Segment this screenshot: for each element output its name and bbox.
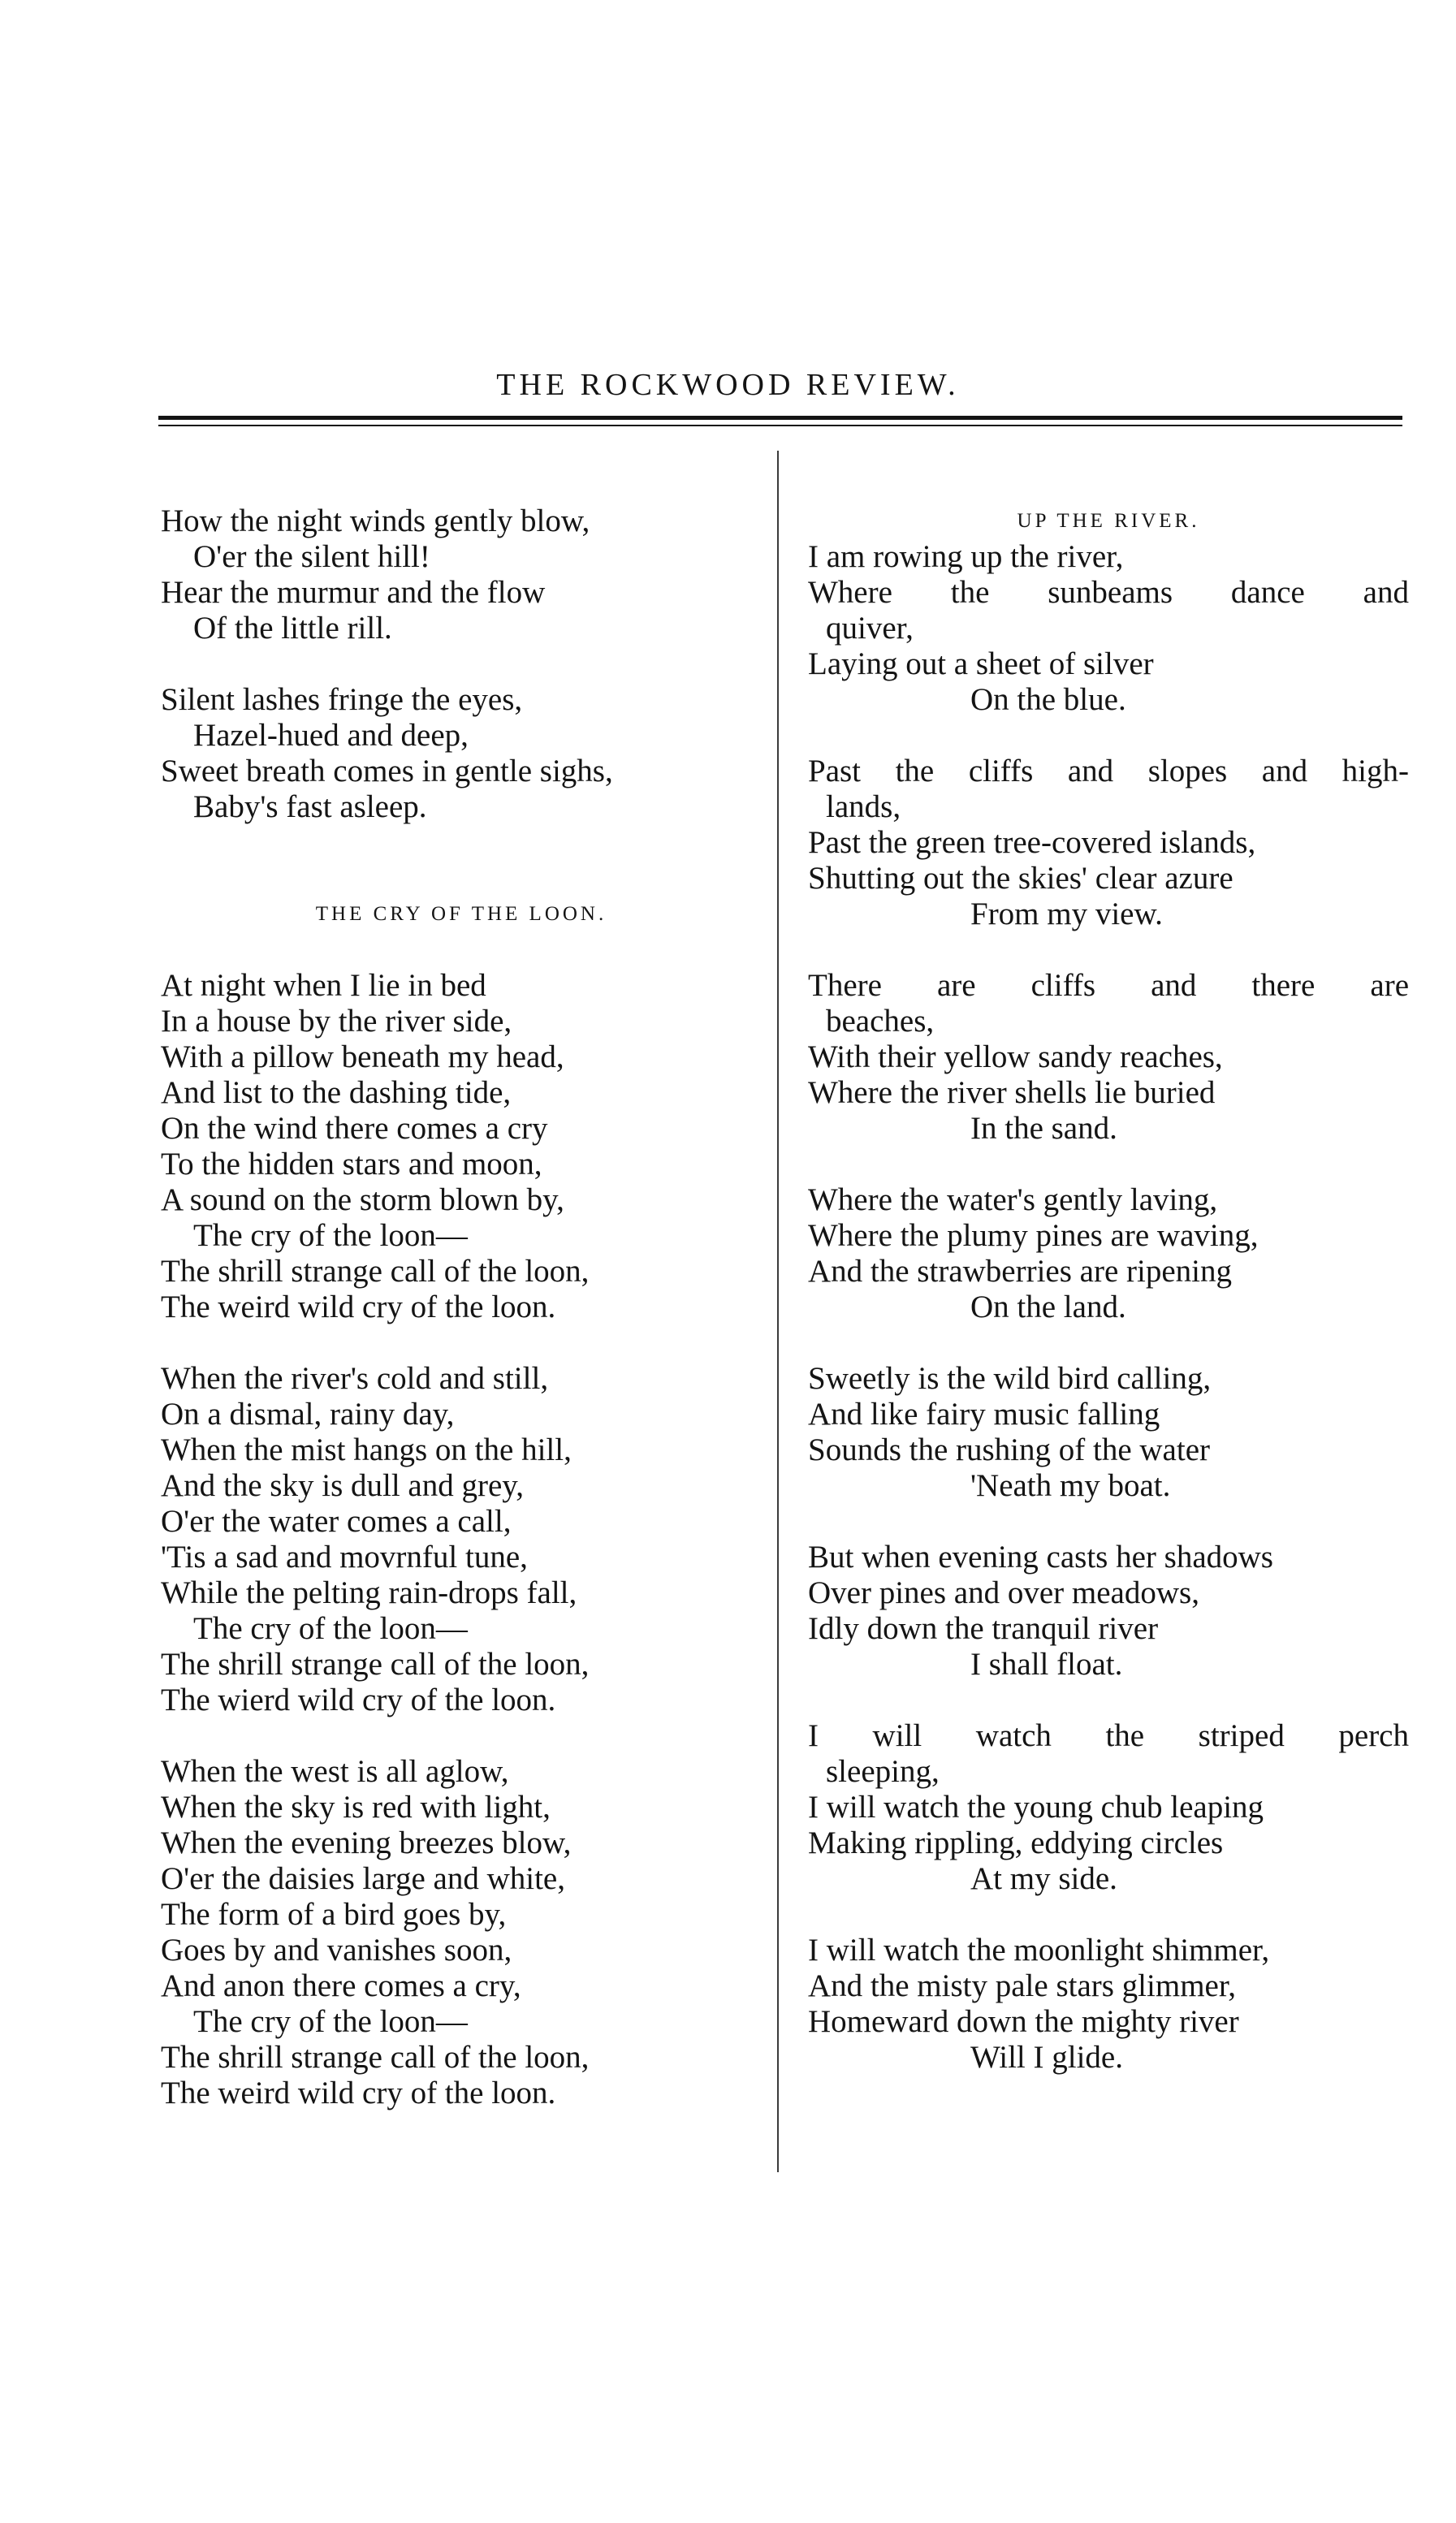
poem-line: O'er the daisies large and white, <box>161 1861 565 1896</box>
poem-line: Hazel-hued and deep, <box>193 718 469 753</box>
poem-line: Idly down the tranquil river <box>808 1611 1159 1646</box>
poem-line: Where the sunbeams dance and <box>808 575 1409 610</box>
poem-line: And the misty pale stars glimmer, <box>808 1968 1237 2003</box>
poem-line: To the hidden stars and moon, <box>161 1147 542 1182</box>
poem-line: Hear the murmur and the flow <box>161 575 546 610</box>
poem-line: When the evening breezes blow, <box>161 1825 572 1860</box>
poem-line: Of the little rill. <box>193 611 392 646</box>
poem-line: Where the river shells lie buried <box>808 1075 1216 1110</box>
poem-line: At my side. <box>970 1861 1117 1896</box>
poem-line: A sound on the storm blown by, <box>161 1182 564 1217</box>
poem-line: When the mist hangs on the hill, <box>161 1432 572 1467</box>
poem-line: The shrill strange call of the loon, <box>161 1647 590 1682</box>
poem-line: I will watch the moonlight shimmer, <box>808 1933 1270 1968</box>
poem-line: Where the water's gently laving, <box>808 1182 1218 1217</box>
page-header: THE ROCKWOOD REVIEW. <box>496 368 960 402</box>
poem-line: I will watch the young chub leaping <box>808 1790 1264 1825</box>
poem-line: Making rippling, eddying circles <box>808 1825 1224 1860</box>
poem-title-river: UP THE RIVER. <box>1017 510 1200 532</box>
poem-line: Where the plumy pines are waving, <box>808 1218 1259 1253</box>
poem-line: I will watch the striped perch <box>808 1718 1409 1753</box>
poem-line: With a pillow beneath my head, <box>161 1039 564 1074</box>
poem-line: In the sand. <box>970 1111 1117 1146</box>
poem-loon <box>161 968 762 2111</box>
poem-line: I am rowing up the river, <box>808 539 1124 574</box>
poem-line: On the wind there comes a cry <box>161 1111 548 1146</box>
poem-line: O'er the water comes a call, <box>161 1504 512 1539</box>
poem-line: The cry of the loon— <box>193 2004 468 2039</box>
poem-line: The shrill strange call of the loon, <box>161 1254 590 1289</box>
poem-line: From my view. <box>970 896 1163 931</box>
poem-line: Baby's fast asleep. <box>193 789 427 824</box>
header-rule-thick <box>158 416 1402 420</box>
poem-line: lands, <box>826 789 901 824</box>
poem-line: 'Tis a sad and movrnful tune, <box>161 1540 528 1575</box>
poem-line: The weird wild cry of the loon. <box>161 2076 556 2110</box>
poem-line: The wierd wild cry of the loon. <box>161 1683 556 1717</box>
poem-line: Shutting out the skies' clear azure <box>808 861 1233 896</box>
poem-line: On the land. <box>970 1290 1126 1324</box>
poem-line: Over pines and over meadows, <box>808 1575 1199 1610</box>
poem-line: How the night winds gently blow, <box>161 503 590 538</box>
poem-line: And the sky is dull and grey, <box>161 1468 524 1503</box>
poem-line: On a dismal, rainy day, <box>161 1397 455 1432</box>
poem-line: I shall float. <box>970 1647 1123 1682</box>
right-column <box>808 503 1409 2076</box>
poem-lullaby <box>161 503 762 825</box>
poem-line: And the strawberries are ripening <box>808 1254 1232 1289</box>
poem-line: Silent lashes fringe the eyes, <box>161 682 523 717</box>
poem-line: Sweetly is the wild bird calling, <box>808 1361 1212 1396</box>
poem-line: And list to the dashing tide, <box>161 1075 512 1110</box>
poem-line: When the sky is red with light, <box>161 1790 551 1825</box>
poem-title-loon: THE CRY OF THE LOON. <box>315 903 607 925</box>
poem-line: But when evening casts her shadows <box>808 1540 1273 1575</box>
poem-line: On the blue. <box>970 682 1126 717</box>
poem-line: The cry of the loon— <box>193 1611 468 1646</box>
poem-line: beaches, <box>826 1004 935 1039</box>
poem-line: quiver, <box>826 611 914 646</box>
poem-river <box>808 539 1409 2076</box>
poem-line: Sounds the rushing of the water <box>808 1432 1211 1467</box>
poem-line: In a house by the river side, <box>161 1004 512 1039</box>
poem-line: Homeward down the mighty river <box>808 2004 1239 2039</box>
poem-line: sleeping, <box>826 1754 940 1789</box>
poem-line: 'Neath my boat. <box>970 1468 1171 1503</box>
poem-line: The weird wild cry of the loon. <box>161 1290 556 1324</box>
poem-line: The cry of the loon— <box>193 1218 468 1253</box>
poem-line: O'er the silent hill! <box>193 539 430 574</box>
poem-line: When the river's cold and still, <box>161 1361 549 1396</box>
poem-line: Past the green tree-covered islands, <box>808 825 1256 860</box>
poem-line: While the pelting rain-drops fall, <box>161 1575 577 1610</box>
poem-line: With their yellow sandy reaches, <box>808 1039 1223 1074</box>
poem-line: There are cliffs and there are <box>808 968 1409 1003</box>
poem-line: Laying out a sheet of silver <box>808 646 1154 681</box>
poem-line: At night when I lie in bed <box>161 968 486 1003</box>
poem-line: Sweet breath comes in gentle sighs, <box>161 754 613 788</box>
poem-line: Goes by and vanishes soon, <box>161 1933 512 1968</box>
poem-line: When the west is all aglow, <box>161 1754 509 1789</box>
header-rule-thin <box>158 425 1402 426</box>
poem-line: Past the cliffs and slopes and high- <box>808 754 1409 788</box>
left-column <box>161 503 762 2111</box>
poem-line: The form of a bird goes by, <box>161 1897 507 1932</box>
poem-line: And like fairy music falling <box>808 1397 1160 1432</box>
poem-line: And anon there comes a cry, <box>161 1968 521 2003</box>
poem-line: Will I glide. <box>970 2040 1123 2075</box>
column-divider <box>777 451 779 2172</box>
poem-line: The shrill strange call of the loon, <box>161 2040 590 2075</box>
